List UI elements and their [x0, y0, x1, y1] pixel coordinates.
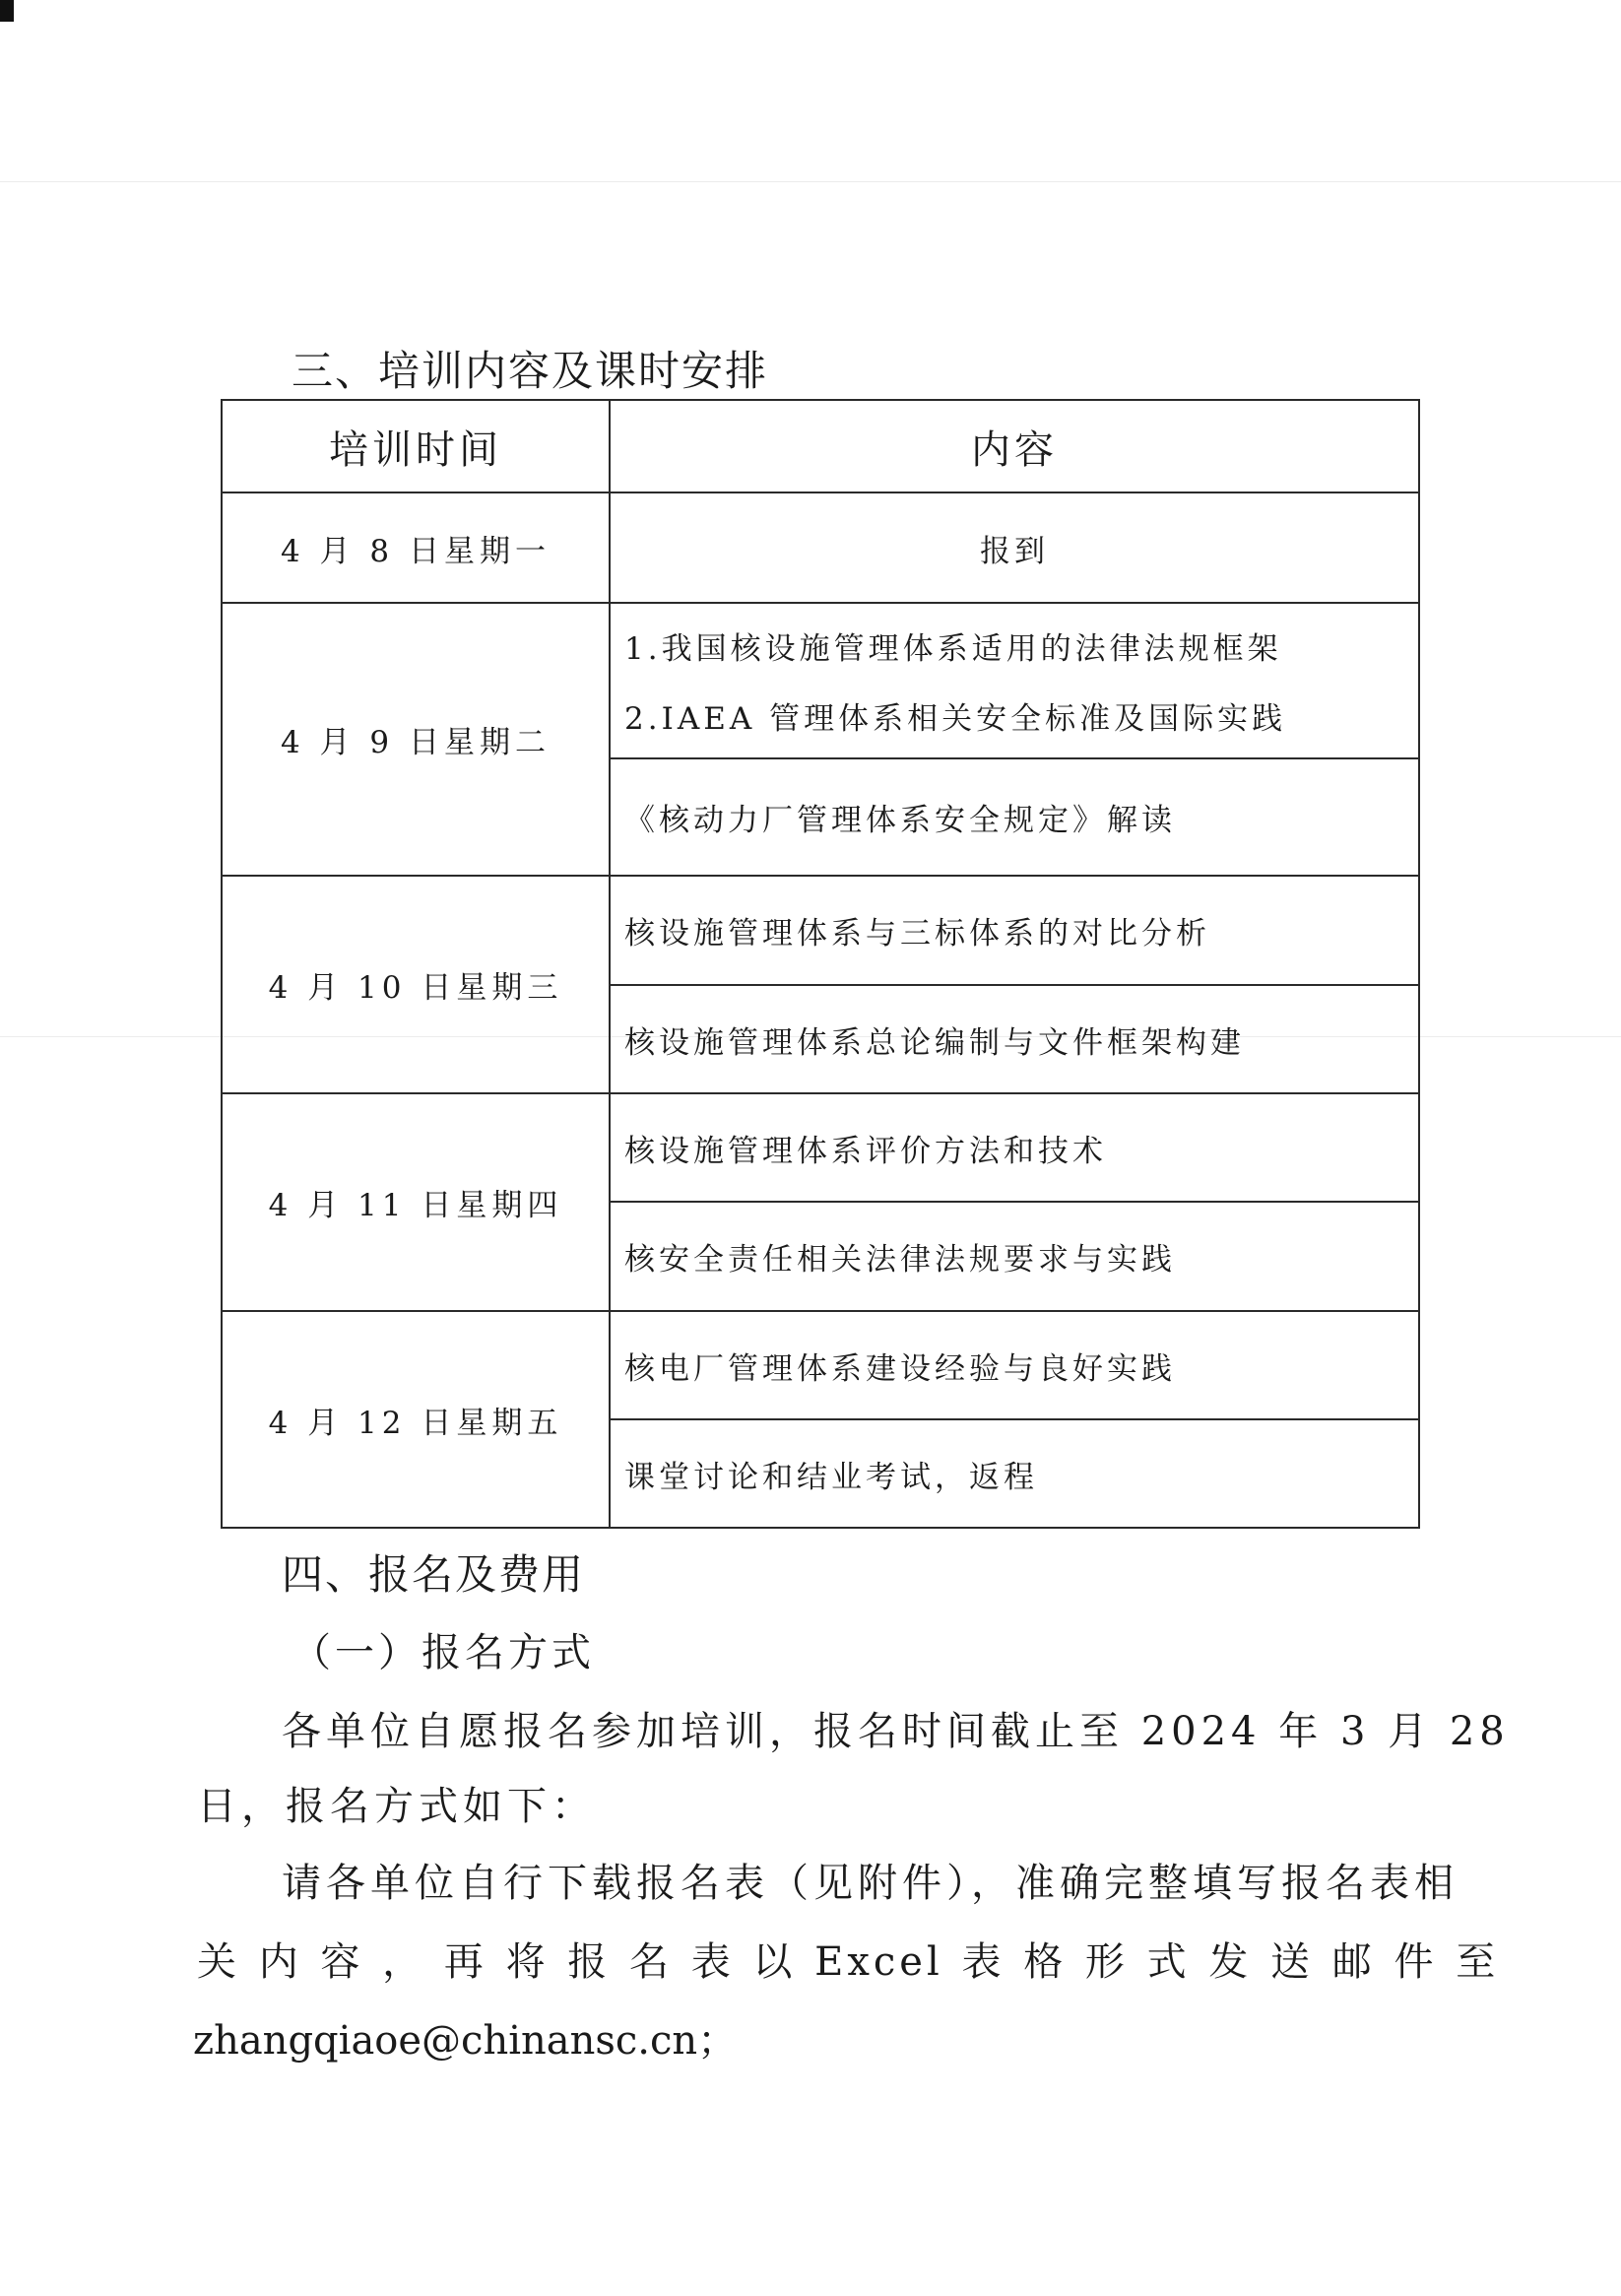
date-cell: 4 月 10 日星期三 — [222, 876, 610, 1093]
table-row — [222, 1093, 1419, 1202]
subsection-registration-method: （一）报名方式 — [292, 1630, 595, 1675]
header-content: 内容 — [610, 400, 1419, 492]
paragraph-line: 请各单位自行下载报名表（见附件），准确完整填写报名表相 — [282, 1861, 1459, 1906]
section-3-heading: 三、培训内容及课时安排 — [292, 347, 769, 395]
scan-corner-mark — [0, 0, 14, 22]
content-cell: 课堂讨论和结业考试，返程 — [610, 1419, 1419, 1528]
table-header-row — [222, 400, 1419, 492]
table-row — [222, 1311, 1419, 1419]
content-cell: 核电厂管理体系建设经验与良好实践 — [610, 1311, 1419, 1419]
content-line: 2.IAEA 管理体系相关安全标准及国际实践 — [624, 701, 1287, 737]
content-cell — [610, 603, 1419, 758]
training-schedule-table — [221, 399, 1420, 1529]
date-cell: 4 月 8 日星期一 — [222, 492, 610, 603]
date-cell: 4 月 12 日星期五 — [222, 1311, 610, 1528]
paragraph-line: 日，报名方式如下： — [197, 1784, 596, 1829]
content-cell: 核设施管理体系总论编制与文件框架构建 — [610, 985, 1419, 1093]
table-row — [222, 876, 1419, 985]
paragraph-line: 关 内 容 ， 再 将 报 名 表 以 Excel 表 格 形 式 发 送 邮 件 至 — [197, 1939, 1500, 1985]
table-row — [222, 603, 1419, 758]
content-cell: 核安全责任相关法律法规要求与实践 — [610, 1202, 1419, 1311]
header-training-time: 培训时间 — [222, 400, 610, 492]
table-row — [222, 492, 1419, 603]
content-cell: 报到 — [610, 492, 1419, 603]
content-line: 1.我国核设施管理体系适用的法律法规框架 — [624, 631, 1282, 667]
email-address-text: zhangqiaoe@chinansc.cn； — [193, 2018, 738, 2064]
section-4-heading: 四、报名及费用 — [282, 1550, 586, 1599]
date-cell: 4 月 11 日星期四 — [222, 1093, 610, 1311]
content-cell: 核设施管理体系评价方法和技术 — [610, 1093, 1419, 1202]
date-cell: 4 月 9 日星期二 — [222, 603, 610, 876]
scan-artifact-line — [0, 181, 1621, 182]
content-cell: 《核动力厂管理体系安全规定》解读 — [610, 758, 1419, 876]
content-cell: 核设施管理体系与三标体系的对比分析 — [610, 876, 1419, 985]
paragraph-line: 各单位自愿报名参加培训，报名时间截止至 2024 年 3 月 28 — [282, 1709, 1510, 1754]
